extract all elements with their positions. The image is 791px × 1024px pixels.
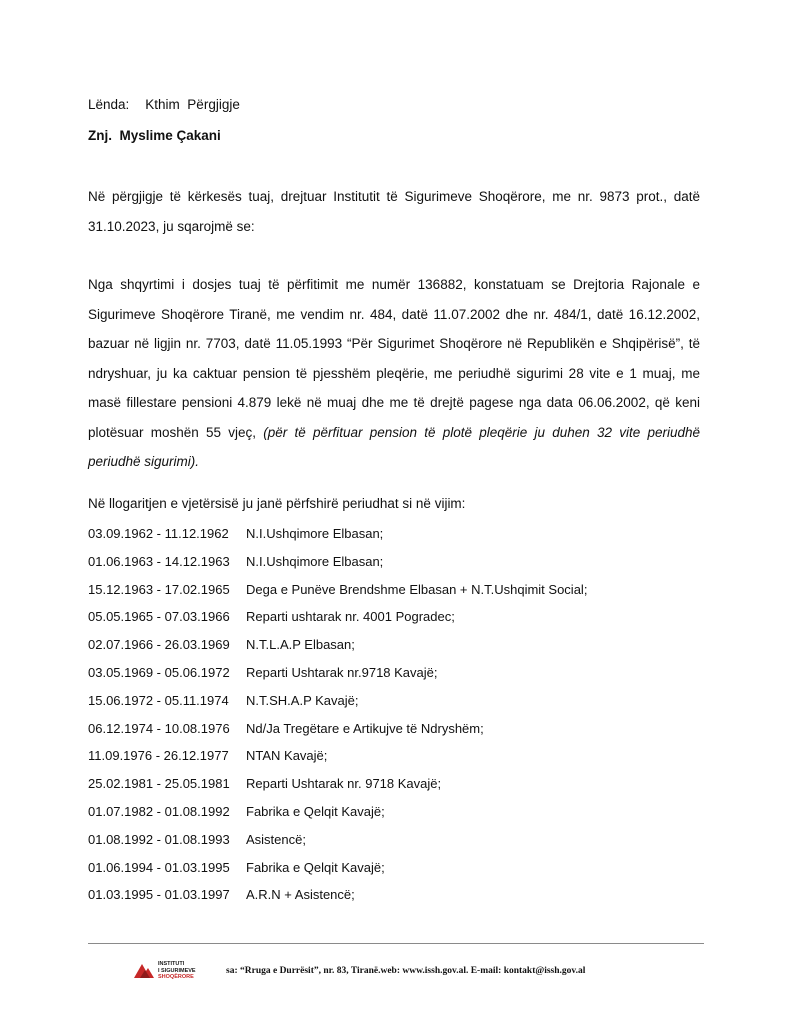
logo-line: I SIGURIMEVE <box>158 967 196 974</box>
period-dates: 25.02.1981 - 25.05.1981 <box>88 776 230 792</box>
period-row <box>88 770 708 798</box>
period-row <box>88 826 708 854</box>
period-dates: 01.07.1982 - 01.08.1992 <box>88 803 230 819</box>
period-row <box>88 659 708 687</box>
intro-paragraph: Në përgjigje të kërkesës tuaj, drejtuar Institutit të Sigurimeve Shoqërore, me nr. 9873 prot., datë 31.10.2023, ju sqarojmë se: <box>88 189 700 234</box>
period-row <box>88 715 708 743</box>
period-dates: 01.03.1995 - 01.03.1997 <box>88 887 230 903</box>
subject-label: Lënda: <box>88 97 130 112</box>
periods-list <box>88 520 708 909</box>
decision-paragraph <box>88 270 700 477</box>
period-place: Asistencë; <box>246 831 306 847</box>
period-place: Reparti Ushtarak nr. 9718 Kavajë; <box>246 776 442 792</box>
period-place: Fabrika e Qelqit Kavajë; <box>246 803 385 819</box>
period-place: NTAN Kavajë; <box>246 748 328 764</box>
period-row <box>88 881 708 909</box>
period-row <box>88 798 708 826</box>
period-dates: 06.12.1974 - 10.08.1976 <box>88 720 230 736</box>
period-row <box>88 520 708 548</box>
period-dates: 03.09.1962 - 11.12.1962 <box>88 526 229 541</box>
period-place: Reparti Ushtarak nr.9718 Kavajë; <box>246 664 438 680</box>
period-row <box>88 548 708 576</box>
period-place: N.I.Ushqimore Elbasan; <box>246 553 384 569</box>
period-place: A.R.N + Asistencë; <box>246 887 355 903</box>
decision-emphasis: (për të përfituar pension të plotë pleqërie ju duhen 32 vite periudhë periudhë sigurimi). <box>88 424 700 469</box>
period-dates: 02.07.1966 - 26.03.1969 <box>88 637 230 653</box>
period-row <box>88 687 708 715</box>
logo-line: INSTITUTI <box>158 961 185 967</box>
period-place: Nd/Ja Tregëtare e Artikujve të Ndryshëm; <box>246 720 484 736</box>
period-place: Dega e Punëve Brendshme Elbasan + N.T.Ushqimit Social; <box>246 581 588 597</box>
period-row <box>88 742 708 770</box>
subject-line <box>88 97 240 112</box>
footer-divider <box>88 943 704 944</box>
period-place: N.T.SH.A.P Kavajë; <box>246 692 359 708</box>
periods-intro: Në llogaritjen e vjetërsisë ju janë përfshirë periudhat si në vijim: <box>88 496 466 511</box>
period-dates: 15.06.1972 - 05.11.1974 <box>88 692 229 708</box>
period-dates: 01.06.1963 - 14.12.1963 <box>88 553 230 569</box>
period-dates: 01.06.1994 - 01.03.1995 <box>88 859 230 875</box>
footer-contact: sa: “Rruga e Durrësit”, nr. 83, Tiranë.web: www.issh.gov.al. E-mail: kontakt@issh.gov.al <box>226 966 586 976</box>
period-dates: 01.08.1992 - 01.08.1993 <box>88 831 230 847</box>
period-place: N.I.Ushqimore Elbasan; <box>246 526 384 541</box>
addressee: Znj. Myslime Çakani <box>88 128 221 143</box>
subject-value: Kthim Përgjigje <box>145 97 240 112</box>
period-dates: 15.12.1963 - 17.02.1965 <box>88 581 230 597</box>
logo-text <box>158 961 196 981</box>
period-row <box>88 603 708 631</box>
logo-line: SHOQËRORE <box>158 974 194 980</box>
period-row <box>88 576 708 604</box>
period-dates: 03.05.1969 - 05.06.1972 <box>88 664 230 680</box>
period-dates: 05.05.1965 - 07.03.1966 <box>88 609 230 625</box>
decision-text: Nga shqyrtimi i dosjes tuaj të përfitimit me numër 136882, konstatuam se Drejtoria Rajonale e Sigurimeve Shoqërore Tiranë, me vendim nr. 484, datë 11.07.2002 dhe nr. 484/1, datë 16.12.2002, bazuar në ligjin nr. 7703, datë 11.05.1993 “Për Sigurimet Shoqërore në Republikën e Shqipërisë”, të ndryshuar, ju ka caktuar pension të pjesshëm pleqërie, me periudhë sigurimi 28 vite e 1 muaj, me masë fillestare pensioni 4.879 lekë në muaj dhe me të drejtë pagese nga data 06.06.2002, që keni plotësuar moshën 55 vjeç, <box>88 277 700 440</box>
logo-mountain-icon <box>134 962 154 978</box>
period-place: N.T.L.A.P Elbasan; <box>246 637 355 653</box>
period-place: Reparti ushtarak nr. 4001 Pogradec; <box>246 609 455 625</box>
period-place: Fabrika e Qelqit Kavajë; <box>246 859 385 875</box>
period-row <box>88 631 708 659</box>
period-row <box>88 854 708 882</box>
period-dates: 11.09.1976 - 26.12.1977 <box>88 748 229 764</box>
issh-logo <box>134 960 204 984</box>
